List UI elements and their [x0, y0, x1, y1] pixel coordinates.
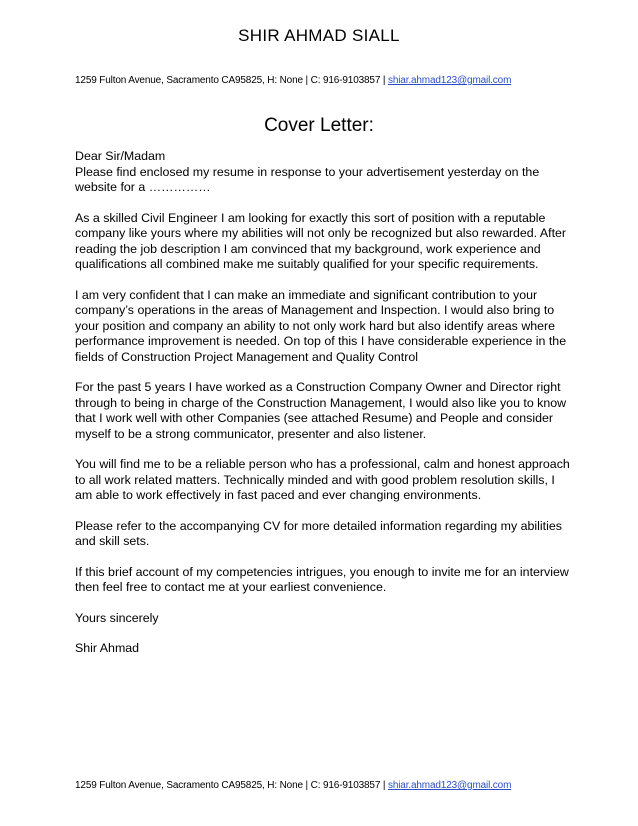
header-contact-text: 1259 Fulton Avenue, Sacramento CA95825, H: None | C: 916-9103857 | — [75, 75, 388, 86]
footer-contact-line — [75, 780, 575, 791]
closing: Yours sincerely — [75, 610, 159, 625]
paragraph-3: For the past 5 years I have worked as a Construction Company Owner and Director right through to being in charge of the Construction Management, I would also like you to know that I work well with other Companies (see attached Resume) and People and consider myself to be a strong communicator, presenter and also listener. — [75, 380, 567, 441]
paragraph-2: I am very confident that I can make an immediate and significant contribution to your company’s operations in the areas of Management and Inspection. I would also bring to your position and company an ability to not only work hard but also identify areas where performance improvement is needed. On top of this I have considerable experience in the fields of Construction Project Management and Quality Control — [75, 287, 567, 364]
paragraph-1: As a skilled Civil Engineer I am looking for exactly this sort of position with a reputable company like yours where my abilities will not only be recognized but also rewarded. After reading the job description I am convinced that my background, work experience and qualifications all combined make me suitably qualified for your specific requirements. — [75, 210, 567, 271]
footer-email-link[interactable]: shiar.ahmad123@gmail.com — [387, 780, 512, 791]
salutation: Dear Sir/Madam — [75, 149, 166, 163]
paragraph-5: Please refer to the accompanying CV for more detailed information regarding my abilities and skill sets. — [75, 518, 562, 548]
footer-contact-text: 1259 Fulton Avenue, Sacramento CA95825, H: None | C: 916-9103857 | — [75, 780, 388, 791]
applicant-name: SHIR AHMAD SIALL — [238, 26, 400, 45]
intro-paragraph: Please find enclosed my resume in response to your advertisement yesterday on the website for a …………… — [75, 164, 540, 194]
letter-body — [75, 149, 575, 672]
document-title: Cover Letter: — [264, 115, 374, 136]
header-contact-line — [75, 75, 575, 86]
signature-name: Shir Ahmad — [75, 641, 140, 655]
paragraph-4: You will find me to be a reliable person who has a professional, calm and honest approach to all work related matters. Technically minded and with good problem resolution skills, I am able to work effectively in fast paced and ever changing environments. — [75, 457, 570, 502]
paragraph-6: If this brief account of my competencies intrigues, you enough to invite me for an interview then feel free to contact me at your earliest convenience. — [75, 564, 569, 594]
header-email-link[interactable]: shiar.ahmad123@gmail.com — [387, 75, 512, 86]
